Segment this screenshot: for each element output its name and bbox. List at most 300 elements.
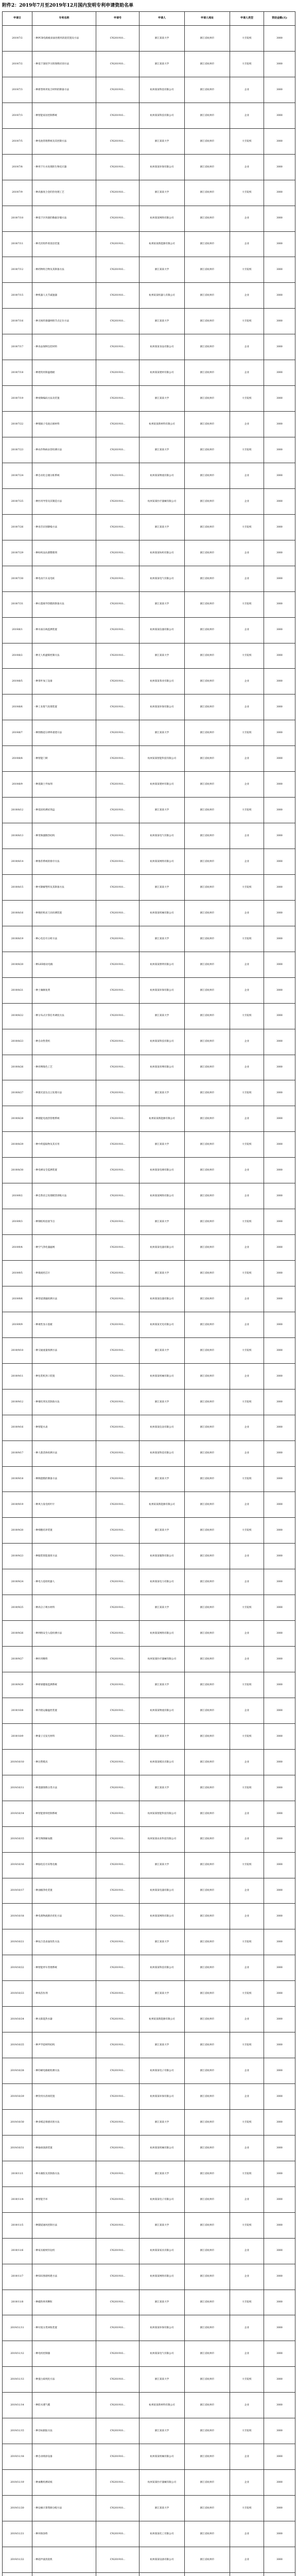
cell-application-number: CN201910... <box>96 1363 139 1389</box>
cell-applicant-type: 企业 <box>230 1955 264 1981</box>
cell-patent-name: 一种LED驱动电路 <box>32 952 96 977</box>
cell-address: 浙江省杭州市 <box>185 874 230 900</box>
cell-patent-name: 一种脑电信号采集电极 <box>32 1852 96 1878</box>
cell-applicant-type: 企业 <box>230 412 264 437</box>
cell-address: 浙江省杭州市 <box>185 360 230 386</box>
table-row <box>3 257 295 283</box>
cell-patent-name: 一种电机控制器 <box>32 2341 96 2367</box>
cell-patent-name: 一种环保涂料 <box>32 2521 96 2547</box>
table-row <box>3 1749 295 1775</box>
cell-application-number: CN201910... <box>96 1981 139 2007</box>
cell-application-number: CN201910... <box>96 1003 139 1029</box>
cell-patent-name: 一种基于深度学习的图像识别方法 <box>32 51 96 77</box>
cell-applicant: 杭州某某模具有限公司 <box>139 1749 185 1775</box>
cell-applicant-type: 企业 <box>230 1286 264 1312</box>
cell-date: 2019/10/14 <box>3 1801 32 1826</box>
table-row <box>3 643 295 669</box>
table-row <box>3 1132 295 1158</box>
cell-date: 2019/11/6 <box>3 2238 32 2264</box>
cell-amount: 3000 <box>264 1286 295 1312</box>
table-row <box>3 180 295 206</box>
cell-application-number: CN201910... <box>96 386 139 412</box>
cell-amount: 3000 <box>264 2238 295 2264</box>
cell-patent-name: 一种医用导管及其制造方法 <box>32 488 96 514</box>
cell-patent-name: 一种自然语言处理模型训练方法 <box>32 1183 96 1209</box>
cell-application-number: CN201910... <box>96 2290 139 2315</box>
cell-application-number: CN201910... <box>96 2007 139 2032</box>
cell-patent-name: 一种服装智能裁剪方法 <box>32 1544 96 1569</box>
cell-address: 浙江省杭州市 <box>185 2187 230 2212</box>
cell-amount: 3000 <box>264 180 295 206</box>
cell-date: 2019/7/11 <box>3 231 32 257</box>
cell-date: 2019/7/23 <box>3 437 32 463</box>
cell-amount: 3000 <box>264 360 295 386</box>
cell-amount: 3000 <box>264 1337 295 1363</box>
table-row <box>3 1337 295 1363</box>
cell-applicant-type: 企业 <box>230 952 264 977</box>
cell-address: 浙江省杭州市 <box>185 1981 230 2007</box>
cell-amount: 3000 <box>264 1209 295 1235</box>
cell-amount: 3000 <box>264 1389 295 1415</box>
cell-applicant-type: 企业 <box>230 823 264 849</box>
cell-amount: 3000 <box>264 900 295 926</box>
cell-amount: 3000 <box>264 257 295 283</box>
cell-date: 2019/8/15 <box>3 874 32 900</box>
cell-application-number: CN201910... <box>96 1621 139 1647</box>
col-header-amount: 资助金额(元) <box>264 12 295 26</box>
cell-application-number: CN201910... <box>96 1775 139 1801</box>
cell-patent-name: 一种变频器散热结构 <box>32 823 96 849</box>
cell-application-number: CN201910... <box>96 488 139 514</box>
cell-applicant-type: 企业 <box>230 772 264 798</box>
cell-date: 2019/11/4 <box>3 2187 32 2212</box>
cell-applicant-type: 企业 <box>230 1312 264 1337</box>
table-row <box>3 1080 295 1106</box>
cell-applicant-type: 企业 <box>230 694 264 720</box>
cell-date: 2019/10/17 <box>3 1878 32 1904</box>
cell-amount: 3000 <box>264 2187 295 2212</box>
cell-address: 浙江省杭州市 <box>185 2007 230 2032</box>
cell-applicant-type: 大专院校 <box>230 1518 264 1544</box>
cell-amount: 3000 <box>264 1775 295 1801</box>
table-row <box>3 926 295 952</box>
cell-applicant: 浙江某某大学 <box>139 386 185 412</box>
cell-amount: 3000 <box>264 1158 295 1183</box>
cell-application-number: CN201910... <box>96 1132 139 1158</box>
table-row <box>3 1209 295 1235</box>
cell-applicant: 杭州某某仪器有限公司 <box>139 617 185 643</box>
cell-application-number: CN201910... <box>96 1904 139 1929</box>
cell-applicant-type: 企业 <box>230 1544 264 1569</box>
cell-patent-name: 一种水质在线监测装置 <box>32 617 96 643</box>
cell-date: 2019/8/16 <box>3 900 32 926</box>
cell-patent-name: 一种电商物流路径优化方法 <box>32 1904 96 1929</box>
table-row <box>3 1312 295 1337</box>
cell-amount: 3000 <box>264 1672 295 1698</box>
table-row <box>3 1183 295 1209</box>
table-row <box>3 1415 295 1440</box>
cell-applicant: 杭州某某科技有限公司 <box>139 77 185 103</box>
cell-applicant: 浙江某某大学 <box>139 1723 185 1749</box>
cell-application-number: CN201910... <box>96 463 139 488</box>
cell-amount: 3000 <box>264 2109 295 2135</box>
cell-amount: 3000 <box>264 1312 295 1337</box>
col-header-applicant: 申请人 <box>139 12 185 26</box>
cell-application-number: CN201910... <box>96 643 139 669</box>
table-row <box>3 1029 295 1055</box>
cell-patent-name: 一种管道泄漏检测方法 <box>32 1286 96 1312</box>
col-header-address: 申请人地址 <box>185 12 230 26</box>
cell-application-number: CN201910... <box>96 1209 139 1235</box>
cell-applicant-type: 大专院校 <box>230 26 264 52</box>
cell-date: 2019/10/30 <box>3 2109 32 2135</box>
cell-patent-name: 一种中药提取物及其应用 <box>32 1132 96 1158</box>
cell-applicant-type: 企业 <box>230 1492 264 1518</box>
cell-applicant: 杭州某某医疗器械有限公司 <box>139 488 185 514</box>
cell-application-number: CN201910... <box>96 257 139 283</box>
cell-patent-name: 一种超声波清洗机 <box>32 2547 96 2572</box>
cell-address: 浙江省杭州市 <box>185 2521 230 2547</box>
cell-date: 2019/8/26 <box>3 1055 32 1080</box>
cell-patent-name: 一种遥感图像分类方法 <box>32 1775 96 1801</box>
cell-amount: 3000 <box>264 849 295 875</box>
cell-date: 2019/7/24 <box>3 463 32 488</box>
cell-applicant-type: 大专院校 <box>230 2109 264 2135</box>
cell-date: 2019/9/6 <box>3 1286 32 1312</box>
cell-date: 2019/10/23 <box>3 1981 32 2007</box>
cell-applicant: 杭州某某化工有限公司 <box>139 2521 185 2547</box>
cell-date: 2019/11/19 <box>3 2470 32 2496</box>
cell-address: 浙江省杭州市 <box>185 1055 230 1080</box>
cell-address: 浙江省杭州市 <box>185 334 230 360</box>
cell-patent-name: 一种油烟净化装置 <box>32 1878 96 1904</box>
cell-address: 浙江省杭州市 <box>185 283 230 309</box>
cell-application-number: CN201910... <box>96 51 139 77</box>
cell-patent-name: 一种多模态情感识别方法 <box>32 2109 96 2135</box>
cell-patent-name: 一种轴承润滑装置 <box>32 2135 96 2161</box>
cell-amount: 3000 <box>264 823 295 849</box>
cell-application-number: CN201910... <box>96 874 139 900</box>
table-row <box>3 26 295 52</box>
cell-amount: 3000 <box>264 1749 295 1775</box>
cell-applicant: 浙江某某大学 <box>139 1132 185 1158</box>
cell-amount: 3000 <box>264 334 295 360</box>
table-row <box>3 1158 295 1183</box>
cell-patent-name: 一种医用敷料 <box>32 1647 96 1672</box>
cell-application-number: CN201910... <box>96 977 139 1003</box>
cell-address: 浙江省杭州市 <box>185 2444 230 2470</box>
cell-application-number: CN201910... <box>96 1183 139 1209</box>
table-row <box>3 51 295 77</box>
cell-date: 2019/11/15 <box>3 2418 32 2444</box>
cell-patent-name: 一种智能窗帘控制系统 <box>32 1801 96 1826</box>
cell-date: 2019/10/11 <box>3 1775 32 1801</box>
cell-application-number: CN201910... <box>96 154 139 180</box>
table-row <box>3 386 295 412</box>
cell-amount: 3000 <box>264 1132 295 1158</box>
cell-applicant: 杭州某某医疗器械有限公司 <box>139 2470 185 2496</box>
cell-date: 2019/10/9 <box>3 1723 32 1749</box>
cell-applicant-type: 大专院校 <box>230 1929 264 1955</box>
cell-address: 浙江省杭州市 <box>185 1621 230 1647</box>
cell-date: 2019/7/10 <box>3 206 32 231</box>
cell-amount: 3000 <box>264 1955 295 1981</box>
cell-applicant-type <box>230 2572 264 2576</box>
cell-address: 浙江省杭州市 <box>185 1878 230 1904</box>
cell-patent-name: 一种量子点发光材料 <box>32 1723 96 1749</box>
cell-date: 2019/9/18 <box>3 1466 32 1492</box>
cell-applicant: 浙江某某大学 <box>139 309 185 334</box>
table-row <box>3 231 295 257</box>
table-row <box>3 2496 295 2521</box>
table-row <box>3 1852 295 1878</box>
cell-address: 浙江省杭州市 <box>185 694 230 720</box>
cell-applicant-type: 大专院校 <box>230 1132 264 1158</box>
cell-applicant-type: 大专院校 <box>230 1080 264 1106</box>
table-row <box>3 2238 295 2264</box>
cell-date: 2019/10/29 <box>3 2084 32 2110</box>
cell-address: 浙江省杭州市 <box>185 514 230 540</box>
cell-patent-name: 一种太阳能热水器 <box>32 2007 96 2032</box>
cell-amount: 3000 <box>264 1029 295 1055</box>
cell-amount: 3000 <box>264 2496 295 2521</box>
cell-applicant-type: 企业 <box>230 669 264 694</box>
cell-applicant: 浙江某某大学 <box>139 1209 185 1235</box>
cell-address: 浙江省杭州市 <box>185 823 230 849</box>
cell-address: 浙江省杭州市 <box>185 2418 230 2444</box>
cell-address: 浙江省杭州市 <box>185 154 230 180</box>
cell-patent-name: 一种血糖检测试纸 <box>32 2470 96 2496</box>
cell-applicant: 杭州某某丝绸有限公司 <box>139 1055 185 1080</box>
cell-applicant-type: 企业 <box>230 900 264 926</box>
cell-applicant-type: 大专院校 <box>230 2032 264 2058</box>
cell-applicant-type: 企业 <box>230 1235 264 1261</box>
cell-amount: 3000 <box>264 2212 295 2238</box>
cell-applicant: 杭州某某新材料有限公司 <box>139 412 185 437</box>
cell-amount: 3000 <box>264 437 295 463</box>
cell-date: 2019/9/29 <box>3 1672 32 1698</box>
table-row <box>3 746 295 772</box>
cell-date: 2019/7/15 <box>3 283 32 309</box>
cell-application-number: CN201910... <box>96 2238 139 2264</box>
table-row <box>3 2032 295 2058</box>
cell-patent-name: 一种自动化仓储分拣系统 <box>32 463 96 488</box>
cell-date: 2019/7/19 <box>3 386 32 412</box>
cell-amount: 3000 <box>264 2290 295 2315</box>
cell-patent-name: 一种数控机床刀具检测装置 <box>32 900 96 926</box>
cell-applicant: 杭州某某机械有限公司 <box>139 2444 185 2470</box>
cell-address: 浙江省杭州市 <box>185 1158 230 1183</box>
cell-address: 浙江省杭州市 <box>185 952 230 977</box>
cell-amount: 3000 <box>264 1621 295 1647</box>
cell-amount: 3000 <box>264 2032 295 2058</box>
cell-applicant: 杭州某某科技有限公司 <box>139 1029 185 1055</box>
table-row <box>3 2393 295 2418</box>
cell-date: 2019/8/6 <box>3 694 32 720</box>
cell-applicant: 杭州某某建材有限公司 <box>139 360 185 386</box>
cell-patent-name: 一种目标跟踪方法 <box>32 2418 96 2444</box>
cell-application-number: CN201910... <box>96 1440 139 1466</box>
cell-application-number: CN201910... <box>96 2187 139 2212</box>
cell-address: 浙江省杭州市 <box>185 798 230 823</box>
cell-applicant-type: 企业 <box>230 2547 264 2572</box>
cell-amount: 3000 <box>264 669 295 694</box>
table-row <box>3 2187 295 2212</box>
cell-application-number: CN201910... <box>96 2161 139 2187</box>
cell-application-number: CN201910... <box>96 2084 139 2110</box>
cell-applicant-type: 大专院校 <box>230 798 264 823</box>
cell-applicant: 杭州某某新能源有限公司 <box>139 1106 185 1132</box>
cell-date: 2019/8/21 <box>3 977 32 1003</box>
cell-application-number: CN201910... <box>96 2496 139 2521</box>
cell-applicant: 杭州某某电器有限公司 <box>139 1878 185 1904</box>
cell-applicant: 浙江某某大学 <box>139 2290 185 2315</box>
cell-amount: 3000 <box>264 952 295 977</box>
cell-applicant-type: 企业 <box>230 1801 264 1826</box>
cell-patent-name: 一种储能电池热管理系统 <box>32 1106 96 1132</box>
cell-date: 2019/10/25 <box>3 2032 32 2058</box>
cell-patent-name: 一种基于区块链的数据存储方法 <box>32 206 96 231</box>
cell-applicant-type: 企业 <box>230 1440 264 1466</box>
cell-patent-name: 一种蛋白质纯化方法 <box>32 2367 96 2393</box>
cell-applicant-type: 企业 <box>230 2470 264 2496</box>
cell-date: 2019/9/27 <box>3 1647 32 1672</box>
cell-address: 浙江省杭州市 <box>185 51 230 77</box>
cell-amount: 3000 <box>264 2444 295 2470</box>
cell-date: 2019/7/2 <box>3 26 32 52</box>
table-row <box>3 823 295 849</box>
cell-date: 2019/7/8 <box>3 154 32 180</box>
cell-date: 2019/11/14 <box>3 2393 32 2418</box>
cell-date: 2019/9/5 <box>3 1261 32 1286</box>
cell-application-number: CN201910... <box>96 772 139 798</box>
table-row <box>3 720 295 746</box>
cell-address: 浙江省杭州市 <box>185 1466 230 1492</box>
cell-applicant: 浙江某某大学 <box>139 1337 185 1363</box>
table-row <box>3 1466 295 1492</box>
cell-applicant-type: 企业 <box>230 566 264 591</box>
cell-amount: 3000 <box>264 1080 295 1106</box>
cell-patent-name: 一种高分子吸水材料 <box>32 1595 96 1621</box>
cell-date: 2019/10/21 <box>3 1929 32 1955</box>
cell-amount: 3000 <box>264 1440 295 1466</box>
cell-applicant-type: 大专院校 <box>230 386 264 412</box>
table-row <box>3 1621 295 1647</box>
cell-applicant-type: 企业 <box>230 1106 264 1132</box>
table-header-row <box>3 12 295 26</box>
cell-application-number: CN201910... <box>96 540 139 566</box>
cell-patent-name: 一种智能停车管理系统 <box>32 1955 96 1981</box>
cell-date: 2019/8/2 <box>3 643 32 669</box>
cell-applicant: 浙江某某大学 <box>139 128 185 154</box>
cell-address: 浙江省杭州市 <box>185 1029 230 1055</box>
cell-applicant: 杭州某某环保有限公司 <box>139 154 185 180</box>
cell-application-number: CN201910... <box>96 2341 139 2367</box>
cell-applicant: 杭州某某物流有限公司 <box>139 1698 185 1723</box>
cell-address: 浙江省杭州市 <box>185 977 230 1003</box>
cell-applicant-type: 企业 <box>230 2084 264 2110</box>
cell-application-number: CN201910... <box>96 849 139 875</box>
cell-amount: 3000 <box>264 488 295 514</box>
cell-amount: 3000 <box>264 1415 295 1440</box>
cell-applicant: 浙江某某大学 <box>139 1852 185 1878</box>
cell-address: 浙江省杭州市 <box>185 1595 230 1621</box>
cell-date: 2019/10/10 <box>3 1749 32 1775</box>
cell-application-number: CN201910... <box>96 2367 139 2393</box>
page-title: 附件2：2019年7月至2019年12月国内发明专利申请资助名单 <box>2 3 134 8</box>
cell-date: 2019/10/24 <box>3 2007 32 2032</box>
cell-application-number: CN201910... <box>96 694 139 720</box>
cell-patent-name: 一种工业废气处理装置 <box>32 694 96 720</box>
cell-applicant: 浙江某某大学 <box>139 2109 185 2135</box>
cell-applicant-type: 企业 <box>230 746 264 772</box>
cell-amount: 3000 <box>264 309 295 334</box>
cell-applicant: 杭州某某环保有限公司 <box>139 977 185 1003</box>
cell-date: 2019/9/23 <box>3 1544 32 1569</box>
cell-address: 浙江省杭州市 <box>185 309 230 334</box>
cell-patent-name: 一种药物组合物及其制备方法 <box>32 257 96 283</box>
cell-applicant: 杭州某某科技有限公司 <box>139 103 185 128</box>
cell-application-number: CN201910... <box>96 437 139 463</box>
table-row <box>3 1544 295 1569</box>
cell-date: 2019/7/16 <box>3 309 32 334</box>
cell-address: 浙江省杭州市 <box>185 128 230 154</box>
cell-application-number: CN201910... <box>96 823 139 849</box>
cell-applicant: 杭州某某电子有限公司 <box>139 2187 185 2212</box>
table-row <box>3 2315 295 2341</box>
cell-amount: 3000 <box>264 874 295 900</box>
cell-applicant-type: 大专院校 <box>230 1209 264 1235</box>
cell-date: 2019/7/3 <box>3 103 32 128</box>
cell-amount: 3000 <box>264 2521 295 2547</box>
cell-date: 2019/9/12 <box>3 1389 32 1415</box>
cell-patent-name: 一种新型纳米复合材料的制备方法 <box>32 77 96 103</box>
cell-applicant-type: 企业 <box>230 1569 264 1595</box>
cell-address: 浙江省杭州市 <box>185 2161 230 2187</box>
cell-amount: 3000 <box>264 772 295 798</box>
cell-application-number: CN201910... <box>96 1466 139 1492</box>
cell-address: 浙江省杭州市 <box>185 2084 230 2110</box>
table-row <box>3 1904 295 1929</box>
cell-amount: 3000 <box>264 2393 295 2418</box>
cell-amount: 3000 <box>264 2084 295 2110</box>
cell-address: 浙江省杭州市 <box>185 1183 230 1209</box>
cell-applicant: 浙江某某大学 <box>139 257 185 283</box>
cell-date: 2019/8/19 <box>3 926 32 952</box>
cell-applicant: 杭州某某仪表有限公司 <box>139 1415 185 1440</box>
cell-applicant-type: 企业 <box>230 77 264 103</box>
cell-application-number: CN201910... <box>96 1569 139 1595</box>
cell-applicant-type: 企业 <box>230 1826 264 1852</box>
cell-applicant-type: 大专院校 <box>230 437 264 463</box>
table-row <box>3 1569 295 1595</box>
cell-application-number: CN201910... <box>96 103 139 128</box>
table-row <box>3 566 295 591</box>
cell-address: 浙江省杭州市 <box>185 2290 230 2315</box>
table-row <box>3 488 295 514</box>
cell-date: 2019/10/18 <box>3 1904 32 1929</box>
cell-amount: 3000 <box>264 1698 295 1723</box>
cell-date: 2019/8/1 <box>3 617 32 643</box>
cell-application-number: CN201910... <box>96 1492 139 1518</box>
cell-applicant: 浙江某某大学 <box>139 2212 185 2238</box>
cell-address: 浙江省杭州市 <box>185 1235 230 1261</box>
cell-application-number: CN201910... <box>96 1337 139 1363</box>
cell-date: 2019/7/26 <box>3 514 32 540</box>
cell-applicant: 浙江某某大学 <box>139 514 185 540</box>
cell-application-number: CN201910... <box>96 1415 139 1440</box>
cell-date: 2019/7/2 <box>3 51 32 77</box>
